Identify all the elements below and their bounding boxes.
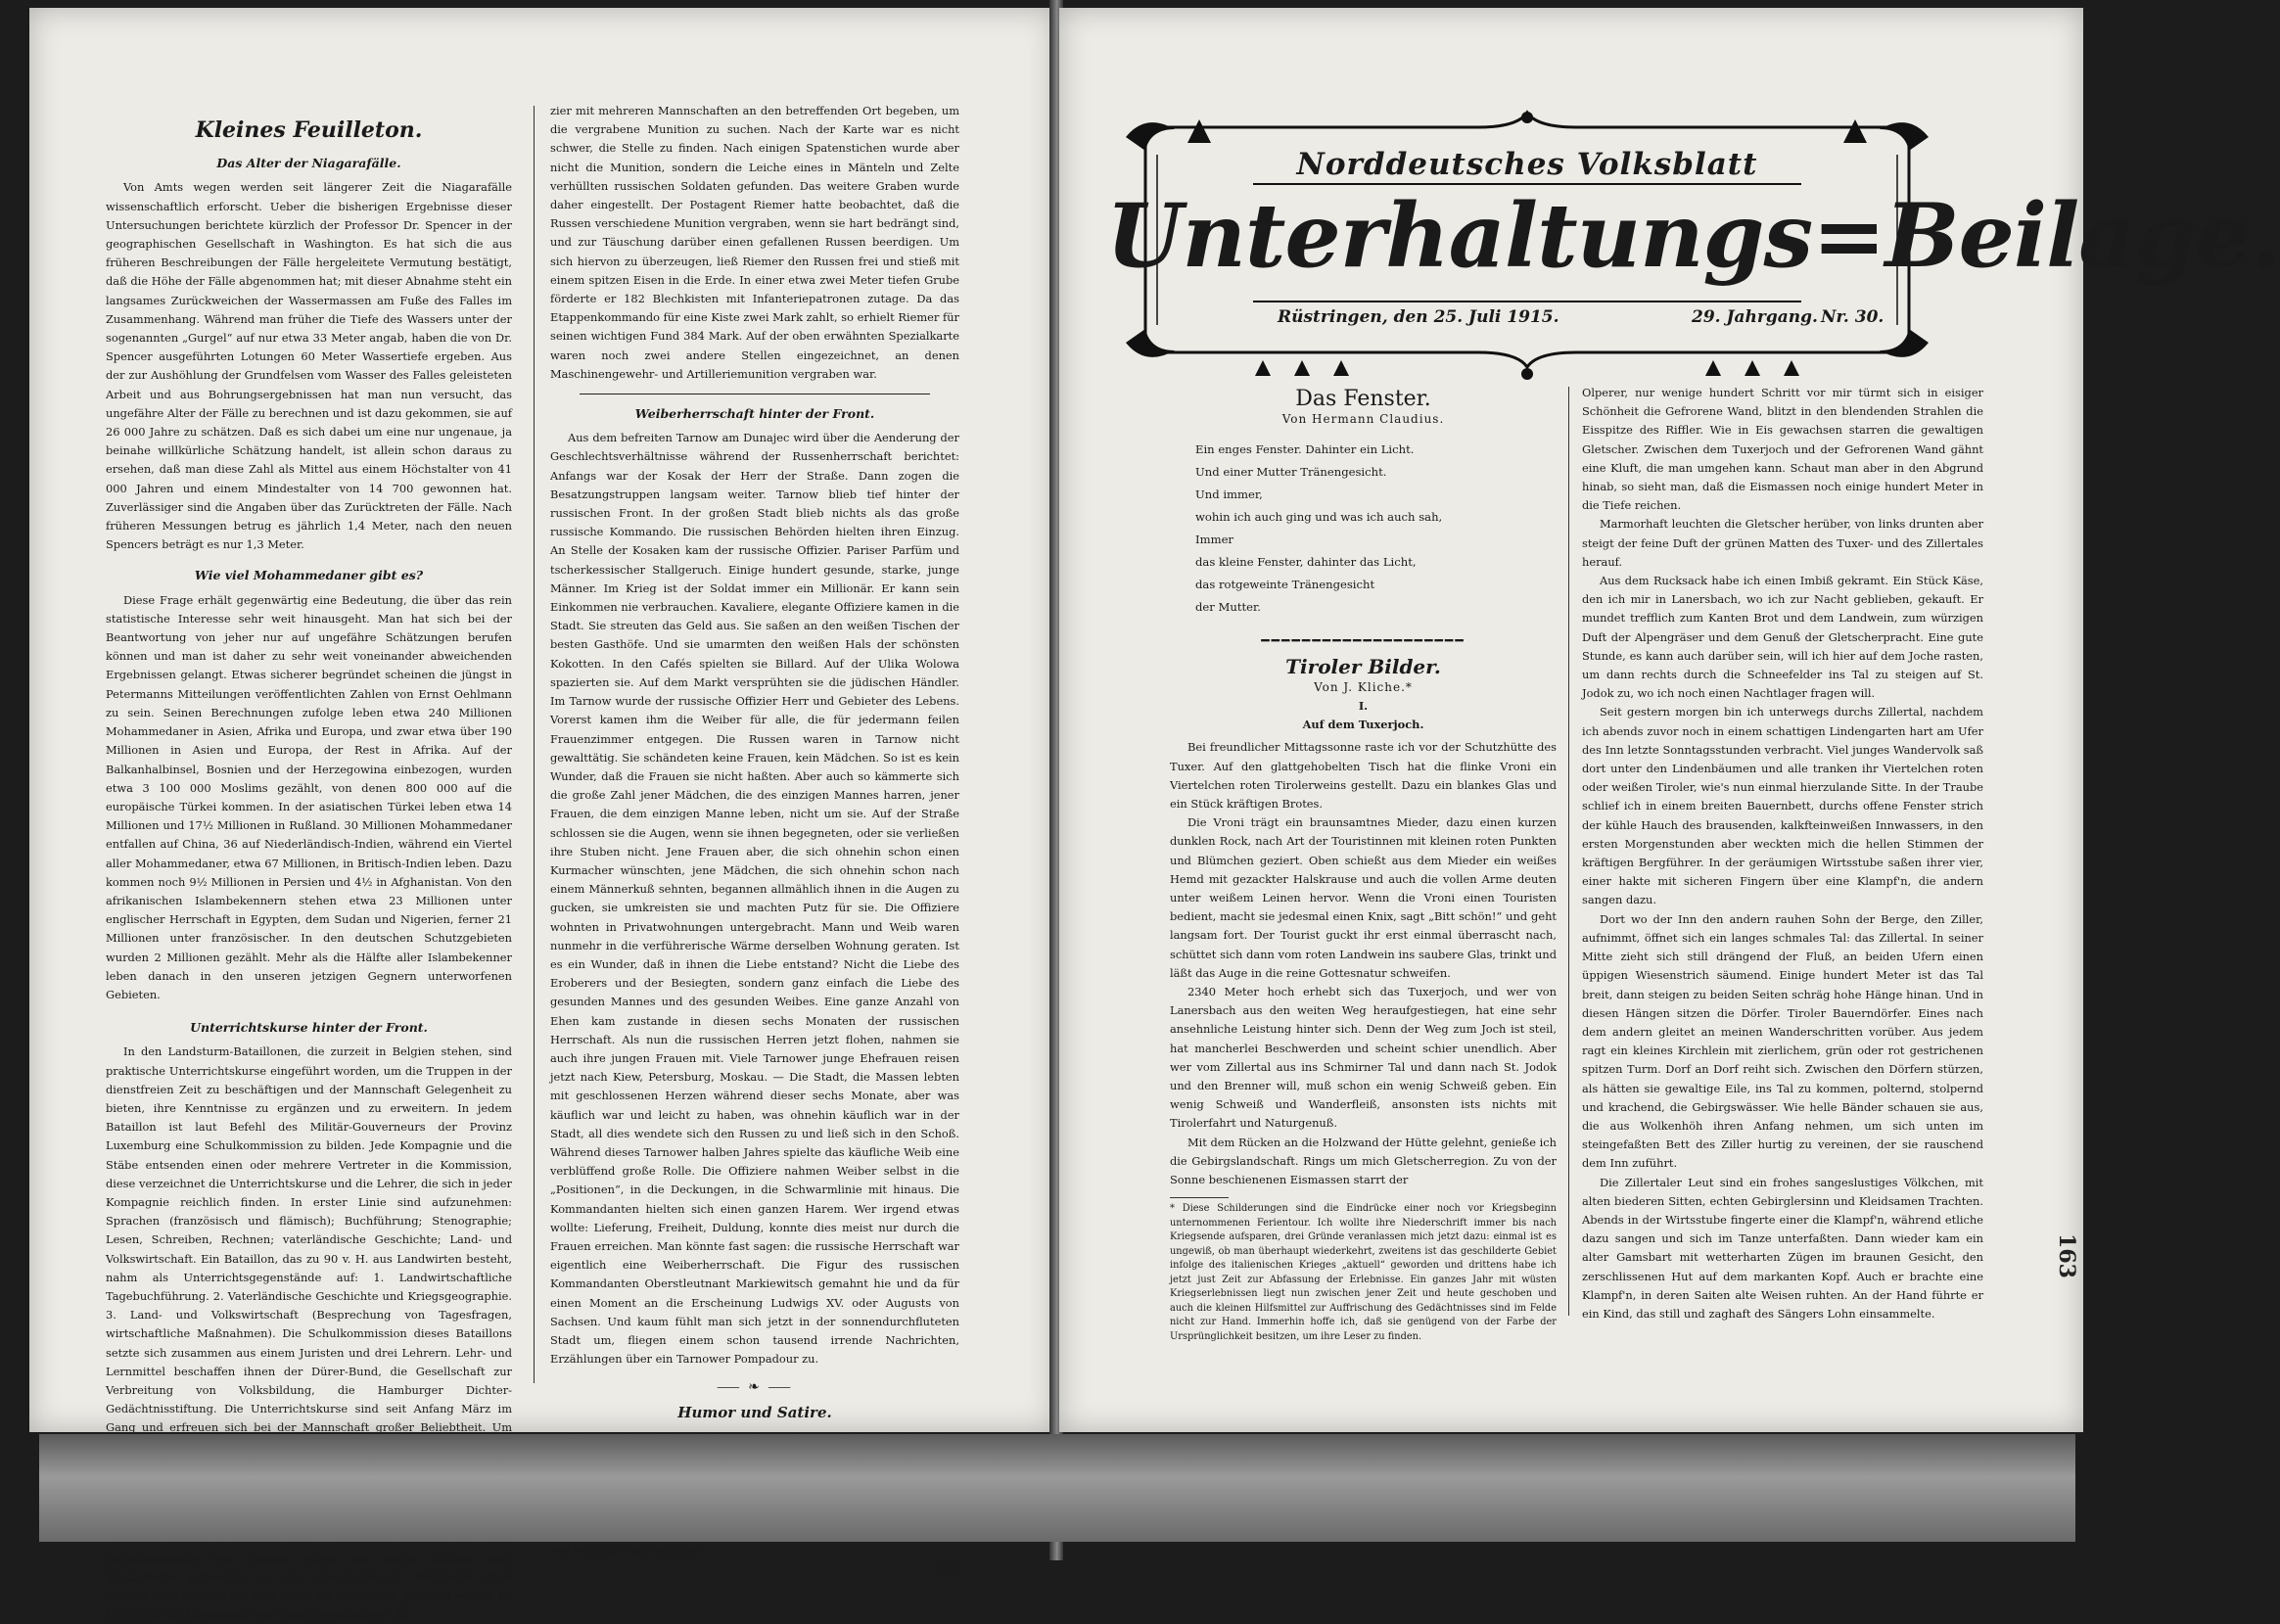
joke-source: (Ul.) — [934, 1561, 959, 1576]
paragraph: Dort wo der Inn den andern rauhen Sohn der Berge, den Ziller, aufnimmt, öffnet sich ein langes schmales Tal: das Zillertal. In seiner Mitte zieht sich still drängend der Fluß, an beiden Ufern einen üppigen Wiesenstrich säumend. Einige hundert Meter ist das Tal breit, dann steigen zu beiden Seiten schräg hohe Hänge hinan. Und in diesen Hängen sitzen die Dörfer. Tiroler Bauerndörfer. Eines nach dem andern gleitet an meinen Wanderschritten vorüber. Aus jedem ragt ein kleines Kirchlein mit zierlichem, grün oder rot gestrichenen spitzen Turm. Dorf an Dorf reiht sich. Zwischen den Dörfern stürzen, als hätten sie gewaltige Eile, ins Tal zu kommen, polternd, stolpernd und krachend, die Gebirgswässer. Wie helle Bänder schauen sie aus, die aus Wolkenhöh ihren Anfang nehmen, um sich unten im steingefaßten Bett des Ziller hurtig zu vereinen, der sie rauschend dem Inn zuführt. — [1582, 911, 1983, 1171]
paper-name: Norddeutsches Volksblatt — [1296, 147, 1758, 182]
masthead — [1106, 108, 2280, 387]
footnote-rule — [1170, 1197, 1229, 1198]
left-column-2 — [550, 102, 959, 1576]
article-text: Aus dem befreiten Tarnow am Dunajec wird über die Aenderung der Geschlechtsverhältnisse während der Russenherrschaft berichtet: Anfangs war der Kosak der Herr der Straße. Dann zogen die Besatzungstruppen langsam weiter. Tarnow blieb tief hinter der russischen Front. In der großen Stadt blieb nichts als das große russische Kommando. Die russischen Behörden hielten ihren Einzug. An Stelle der Kosaken kam der russische Offizier. Pariser Parfüm und tscherkessischer Stallgeruch. Einige hundert gesunde, starke, junge Männer. Im Krieg ist der Soldat immer ein Millionär. Er kann sein Einkommen nie verbrauchen. Kavaliere, elegante Offiziere kamen in die Stadt. Sie streuten das Geld aus. Sie saßen an den weißen Tischen der besten Gasthöfe. Und sie umarmten den weißen Hals der schönsten Kokotten. In den Cafés spielten sie Billard. Auf der Ulika Wolowa spazierten sie. Auf dem Markt versprühten sie die jüdischen Händler. Im Tarnow wurde der russische Offizier Herr und Gebieter des Lebens. Vorerst kamen ihm die Weiber für alle, die für jedermann feilen Frauenzimmer entgegen. Die Russen waren in Tarnow nicht gewalttätig. Sie schändeten keine Frauen, kein Mädchen. So ist es kein Wunder, daß die Frauen sie nicht haßten. Aber auch so kämmerte sich die große Zahl jener Mädchen, die des einzigen Mannes harren, jener Frauen, die dem einzigen Manne leben, nicht um sie. Auf der Straße schlossen sie die Augen, wenn sie ihnen begegneten, oder sie verließen ihre Stuben nicht. Jene Frauen aber, die sich ohnehin schon einen Kurmacher wünschten, jene Mädchen, die sich ohnehin schon nach einem Männerkuß sehnten, begannen allmählich ihnen in die Augen zu gucken, sie umkreisten sie und machten Putz für sie. Die Offiziere wohnten in Privatwohnungen untergebracht. Mann und Weib waren nunmehr in die verführerische Wärme derselben Wohnung geraten. Ist es ein Wunder, daß in ihnen die Liebe entstand? Nicht die Liebe des Eroberers und der Besiegten, sondern ganz einfach die Liebe des gesunden Mannes und des gesunden Weibes. Eine ganze Anzahl von Ehen kam zustande in diesen sechs Monaten der russischen Herrschaft. Als nun die russischen Herren jetzt flohen, nahmen sie auch ihre jungen Frauen mit. Viele Tarnower junge Ehefrauen reisen jetzt nach Kiew, Petersburg, Moskau. — Die Stadt, die Massen lebten mit geschlossenen Herzen während dieser sechs Monate, aber was käuflich war und leicht zu haben, was ohnehin käuflich war in der Stadt, all dies wendete sich den Russen zu und ließ sich in den Schoß. Während dieses Tarnower halben Jahres spielte das käufliche Weib eine verblüffend große Rolle. Die Offiziere nahmen Weiber selbst in die „Positionen“, in die Deckungen, in die Schwarmlinie mit hinaus. Die Kommandanten hielten sich einen ganzen Harem. Wer irgend etwas wollte: Lieferung, Freiheit, Duldung, konnte dies meist nur durch die Frauen erreichen. Man könnte fast sagen: die russische Herrschaft war eigentlich eine Weiberherrschaft. Die Figur des russischen Kommandanten Oberstleutnant Markiewitsch gemahnt hie und da für einen Moment an die Erscheinung Ludwigs XV. oder Augusts von Sachsen. Und kaum fühlt man sich jetzt in der sonnendurchfluteten Stadt um, fliegen einem schon tausend irrende Nachrichten, Erzählungen über ein Tarnower Pompadour zu. — [550, 431, 959, 1367]
right-column-2 — [1582, 384, 1983, 1365]
tirol-author: Von J. Kliche.* — [1314, 679, 1413, 694]
paragraph: Bei freundlicher Mittagssonne raste ich vor der Schutzhütte des Tuxer. Auf den glattgehobelten Tisch hat die flinke Vroni ein Viertelchen roten Tirolerweins gestellt. Dazu ein blankes Glas und ein Stück kräftigen Brotes. — [1170, 740, 1557, 812]
poem-line: der Mutter. — [1195, 600, 1261, 615]
poem-line: Und immer, — [1195, 487, 1263, 502]
paragraph: Die Zillertaler Leut sind ein frohes sangeslustiges Völkchen, mit alten biederen Sitten, echten Gebirglersinn und Kleidsamen Trachten. Abends in der Wirtsstube fingerte einer die Klampf'n, während etliche dazu sangen und sich im Tanze unterfaßten. Dann wieder kam ein alter Gamsbart mit wetterharten Zügen im braunen Gesicht, den zerschlissenen Hut auf dem markanten Kopf. Auch er brachte eine Klampf'n, in deren Saiten alte Weisen ruhten. An der Hand führte er ein Kind, das still und zaghaft des Sängers Lohn einsammelte. — [1582, 1175, 1983, 1321]
column-divider — [534, 106, 535, 1383]
feuilleton-title: Kleines Feuilleton. — [195, 117, 423, 143]
paragraph: Die Vroni trägt ein braunsamtnes Mieder, dazu einen kurzen dunklen Rock, nach Art der Touristinnen mit kleinen roten Punkten und Blümchen geziert. Oben schießt aus dem Mieder ein weißes Hemd mit gezackter Halskrause und auch die vollen Arme deuten unter weißem Leinen hervor. Wenn die Vroni einen Touristen bedient, macht sie jedesmal einen Knix, sagt „Bitt schön!“ und geht langsam fort. Der Tourist guckt ihr erst einmal überrascht nach, schüttet sich dann vom roten Landwein ins saubere Glas, trinkt und läßt das Auge in die reine Gottesnatur schweifen. — [1170, 815, 1557, 980]
joke-text: von weitem sehen können!“ — [550, 1543, 708, 1557]
article-text: Diese Frage erhält gegenwärtig eine Bedeutung, die über das rein statistische Interesse sehr weit hinausgeht. Man hat sich bei der Beantwortung von jeher nur auf ungefähre Schätzungen berufen können und man ist daher zu sehr weit voneinander abweichenden Ergebnissen gelangt. Etwas sicherer begründet scheinen die jüngst in Petermanns Mitteilungen veröffentlichten Zahlen von Ernst Oehlmann zu sein. Seinen Berechnungen zufolge leben etwa 240 Millionen Mohammedaner in Asien, Afrika und Europa, und zwar etwa über 190 Millionen in Asien und Europa, der Rest in Afrika. Auf der Balkanhalbinsel, Bosnien und der Herzegowina einbezogen, wurden etwa 3 100 000 Moslims gezählt, von denen 800 000 auf die europäische Türkei kommen. In der asiatischen Türkei leben etwa 14 Millionen und 17½ Millionen in Rußland. 30 Millionen Mohammedaner entfallen auf China, 36 auf Niederländisch-Indien, während ein Viertel aller Mohammedaner, etwa 67 Millionen, in Britisch-Indien leben. Dazu kommen noch 9½ Millionen in Persien und 4½ in Afghanistan. Von den afrikanischen Islambekennern stehen etwa 23 Millionen unter englischer Herrschaft in Egypten, dem Sudan und Nigerien, ferner 21 Millionen unter französischer. In den deutschen Schutzgebieten wurden 2 Millionen gezählt. Mehr als die Hälfte aller Islambekenner leben danach in den unseren jetzigen Gegnern unterworfenen Gebieten. — [106, 592, 512, 1001]
paragraph: 2340 Meter hoch erhebt sich das Tuxerjoch, und wer von Lanersbach aus den weiten Weg heraufgestiegen, hat eine sehr ansehnliche Leistung hinter sich. Denn der Weg zum Joch ist steil, hat mancherlei Beschwerden und scheint schier unendlich. Aber wer vom Zillertal aus ins Schmirner Tal und dann nach St. Jodok und den Brenner will, muß schon ein wenig Schweiß geben. Ein wenig Schweiß und Wanderfleiß, ansonsten ists nichts mit Tirolerfahrt und Naturgenuß. — [1170, 985, 1557, 1131]
article-heading: Wie viel Mohammedaner gibt es? — [194, 568, 424, 583]
article-heading: Das Alter der Niagarafälle. — [216, 156, 401, 171]
poem-line: Und einer Mutter Tränengesicht. — [1195, 465, 1387, 480]
page-edge — [39, 1434, 2075, 1542]
paragraph: Olperer, nur wenige hundert Schritt vor mir türmt sich in eisiger Schönheit die Gefrorene Wand, blitzt in den blendenden Strahlen die Eisspitze des Riffler. Wie in Eis gewachsen starren die gewaltigen Gletscher. Zwischen dem Tuxerjoch und der Gefrorenen Wand gähnt eine Kluft, die man umgehen kann. Schaut man aber in den Abgrund hinab, so sieht man, daß die Eismassen noch einige hundert Meter in die Tiefe reichen. — [1582, 386, 1983, 513]
article-text: In den Landsturm-Bataillonen, die zurzeit in Belgien stehen, sind praktische Unterrichtskurse eingeführt worden, um die Truppen in der dienstfreien Zeit zu beschäftigen und der Mannschaft Gelegenheit zu bieten, ihre Kenntnisse zu ergänzen und zu erweitern. In jedem Bataillon ist laut Befehl des Militär-Gouverneurs der Provinz Luxemburg eine Schulkommission zu bilden. Jede Kompagnie und die Stäbe entsenden einen oder mehrere Vertreter in die Kommission, diese verzeichnet die Unterrichtskurse und die Lehrer, die sich in jeder Kompagnie reichlich finden. In erster Linie sind aufzunehmen: Sprachen (französisch und flämisch); Buchführung; Stenographie; Lesen, Schreiben, Rechnen; vaterländische Geschichte; Land- und Volkswirtschaft. Ein Bataillon, das zu 90 v. H. aus Landwirten besteht, nahm als Unterrichtsgegenstände auf: 1. Landwirtschaftliche Tagebuchführung. 2. Vaterländische Geschichte und Kriegsgeographie. 3. Land- und Volkswirtschaft (Besprechung von Tagesfragen, wirtschaftliche Maßnahmen). Die Schulkommission dieses Bataillons setzte sich zusammen aus einem Juristen und drei Lehrern. Lehr- und Lernmittel beschaffen ihnen der Dürer-Bund, die Gesellschaft zur Verbreitung von Volksbildung, die Hamburger Dichter-Gedächtnisstiftung. Die Unterrichtskurse sind seit Anfang März im Gang und erfreuen sich bei der Mannschaft großer Beliebtheit. Um — [106, 1044, 512, 1435]
article-heading: Unterrichtskurse hinter der Front. — [190, 1020, 428, 1036]
poem-line: wohin ich auch ging und was ich auch sah, — [1195, 510, 1443, 525]
poem-author: Von Hermann Claudius. — [1281, 412, 1445, 427]
tirol-subtitle: Auf dem Tuxerjoch. — [1302, 718, 1424, 732]
poem-line: Immer — [1195, 533, 1233, 547]
article-text: Gefangennahme von Russen wurde bei einem Offizier eine Spezialkarte gefunden, in der eingezeichnete Merkmale über vergrabene Munition auf dem Felde bei Kaltenborn gemacht waren. Es hatte sich ein Kommando von einem preußischen Offi- — [106, 1551, 512, 1622]
double-rule: ━━━━━━━━━━━━━━━━━━━━ — [1261, 633, 1466, 650]
poem-line: das rotgeweinte Tränengesicht — [1195, 578, 1375, 592]
article-text: zier mit mehreren Mannschaften an den betreffenden Ort begeben, um die vergrabene Munition zu suchen. Nach der Karte war es nicht schwer, die Stelle zu finden. Nach einigen Spatenstichen wurde aber nicht die Munition, sondern die Leiche eines in Mänteln und Zelte verhüllten russischen Soldaten gefunden. Das weitere Graben wurde daher eingestellt. Der Postagent Riemer hatte beobachtet, daß die Russen verschiedene Munition vergraben, wenn sie hart bedrängt sind, und zur Täuschung darüber einen gefallenen Russen beerdigen. Um sich hiervon zu überzeugen, ließ Riemer den Russen frei und stieß mit einem spitzen Eisen in die Erde. In einer etwa zwei Meter tiefen Grube förderte er 182 Blechkisten mit Infanteriepatronen zutage. Da das Etappenkommando für eine Kiste zwei Mark zahlt, so erhielt Riemer für seinen wichtigen Fund 384 Mark. Auf der oben erwähnten Spezialkarte waren noch zwei andere Stellen eingezeichnet, an denen Maschinengewehr- und Artilleriemunition vergraben war. — [550, 104, 959, 381]
paragraph: Aus dem Rucksack habe ich einen Imbiß gekramt. Ein Stück Käse, den ich mir in Lanersbach, wo ich zur Nacht geblieben, gekauft. Er mundet trefflich zum Kanten Brot und dem Landwein, zum würzigen Duft der Alpengräser und dem Genuß der Gletscherpracht. Eine gute Stunde, es kann auch darüber sein, will ich hier auf dem Joche rasten, um dann rechts durch die Schneefelder ins Tal zu steigen auf St. Jodok zu, wo ich noch einen Nachtlager fragen will. — [1582, 574, 1983, 701]
poem-title: Das Fenster. — [1295, 387, 1431, 411]
page-stamp: 163 — [2053, 1233, 2079, 1278]
article-heading: Weiberherrschaft hinter der Front. — [634, 406, 875, 422]
paragraph: Marmorhaft leuchten die Gletscher herüber, von links drunten aber steigt der feine Duft der grünen Matten des Tuxer- und des Zillertales herauf. — [1582, 517, 1983, 569]
column-divider — [1568, 387, 1569, 1316]
year-label: 29. Jahrgang. — [1692, 307, 1818, 327]
footnote: * Diese Schilderungen sind die Eindrücke einer noch vor Kriegsbeginn unternommenen Ferientour. Ich wollte ihre Niederschrift immer bis nach Kriegsende aufsparen, drei Gründe veranlassen mich jetzt dazu: einmal ist es ungewiß, ob man überhaupt wiederkehrt, zweitens ist das geschilderte Gebiet infolge des italienischen Krieges „aktuell“ geworden und drittens habe ich jetzt just Zeit zur Abfassung der Erlebnisse. Ein ganzes Jahr mit wüsten Kriegserlebnissen liegt nun zwischen jener Zeit und heute geschoben und auch die kleinen Hilfsmittel zur Auffrischung des Gedächtnisses sind im Felde nicht zur Hand. Immerhin hoffe ich, daß sie genügend von der Farbe der Ursprünglichkeit besitzen, um ihre Leser zu finden. — [1170, 1203, 1557, 1342]
place-date: Rüstringen, den 25. Juli 1915. — [1278, 307, 1559, 327]
ornament-divider: ⸺ ❧ ⸺ — [716, 1379, 793, 1396]
tirol-text — [1170, 738, 1557, 1189]
poem-line: das kleine Fenster, dahinter das Licht, — [1195, 555, 1417, 570]
tirol-text-continued — [1582, 384, 1983, 1323]
tirol-part: I. — [1358, 699, 1369, 714]
issue-number: Nr. 30. — [1821, 307, 1884, 327]
left-page — [29, 8, 1055, 1622]
paragraph: Seit gestern morgen bin ich unterwegs durchs Zillertal, nachdem ich abends zuvor noch in einem schattigen Lindengarten hart am Ufer des Inn letzte Sonntagsstunden verbracht. Viel junges Wandervolk saß dort unter den Lindenbäumen und alle tranken ihr Viertelchen roten oder weißen Tiroler, wie's nun einmal hierzulande Sitte. In der Traube schlief ich in einem breiten Bauernbett, durchs offene Fenster strich der kühle Hauch des brausenden, kalkfteinweißen Innwassers, in den ersten Morgenstunden aber weckten mich die hellen Stimmen der kräftigen Bergführer. In der geräumigen Wirtsstube saßen ihrer vier, einer hakte mit sicheren Fingern über eine Klampf'n, die andern sangen dazu. — [1582, 705, 1983, 907]
tirol-title: Tiroler Bilder. — [1285, 654, 1441, 678]
poem-line: Ein enges Fenster. Dahinter ein Licht. — [1195, 442, 1415, 457]
article-text: Von Amts wegen werden seit längerer Zeit die Niagarafälle wissenschaftlich erforscht. Ueber die bisherigen Ergebnisse dieser Untersuchungen berichtete kürzlich der Professor Dr. Spencer in der geographischen Gesellschaft in Washington. Es hat sich die aus früheren Beschreibungen der Fälle hergeleitete Vermutung bestätigt, daß die Höhe der Fälle abgenommen hat; mit dieser Abnahme steht ein langsames Zurückweichen der Wassermassen am Fuße des Falles im Zusammenhang. Während man früher die Tiefe des Wassers unter der sogenannten „Gurgel“ auf nur etwa 33 Meter angab, haben die von Dr. Spencer ausgeführten Lotungen 60 Meter Wassertiefe ergeben. Aus der zur Aushöhlung der Grundfelsen vom Wasser des Falles geleisteten Arbeit und aus Bohrungsergebnissen hat man nun versucht, das ungefähre Alter der Fälle zu berechnen und ist dazu gekommen, sie auf 26 000 Jahre zu schätzen. Daß es sich dabei um eine nur ungenaue, ja beinahe willkürliche Schätzung handelt, ist allein schon daraus zu ersehen, daß man diese Zahl als Mittel aus einem Höchstalter von 41 000 Jahren und einem Mindestalter von 14 700 gewonnen hat. Zuverlässiger sind die Angaben über das Zurücktreten der Fälle. Nach früheren Messungen betrug es jährlich 1,4 Meter, nach den neuen Spencers beträgt es nur 1,3 Meter. — [106, 180, 512, 552]
right-column-1 — [1170, 387, 1557, 1342]
paragraph: Mit dem Rücken an die Holzwand der Hütte gelehnt, genieße ich die Gebirgslandschaft. Rings um mich Gletscherregion. Zu von der Sonne beschienenen Eismassen starrt der — [1170, 1135, 1557, 1187]
supplement-title: Unterhaltungs=Beilage. — [1106, 184, 2280, 288]
poem-body — [1195, 439, 1557, 619]
humor-title: Humor und Satire. — [677, 1403, 832, 1421]
left-column-1 — [106, 116, 512, 1622]
